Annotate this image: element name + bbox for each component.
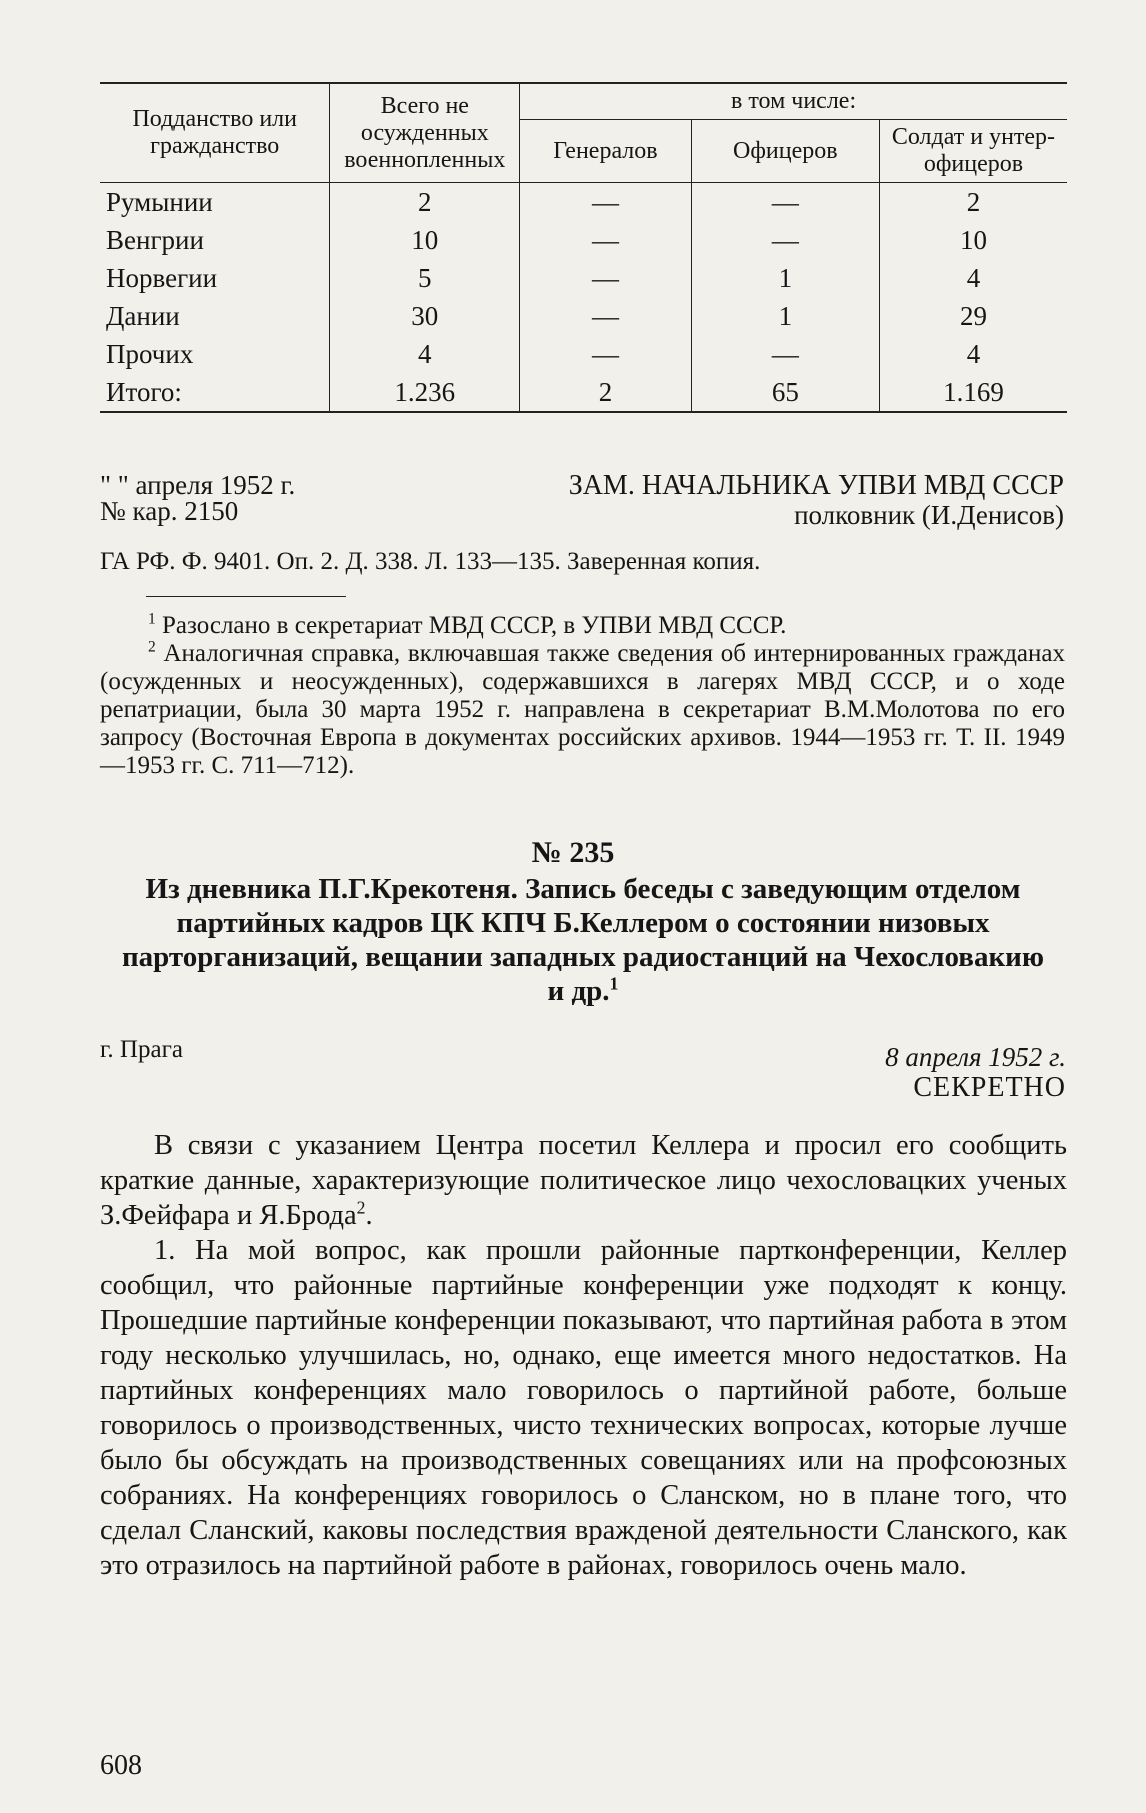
col-header-group: в том числе: xyxy=(520,83,1067,120)
table-row-total xyxy=(100,373,1067,412)
cell-officers: 1 xyxy=(691,259,879,297)
table-row xyxy=(100,335,1067,373)
cell-country: Прочих xyxy=(100,335,330,373)
footnote-text: Разослано в секретариат МВД СССР, в УПВИ МВД СССР. xyxy=(155,612,787,639)
cell-soldiers: 29 xyxy=(959,300,987,331)
cell-total: 2 xyxy=(330,183,520,222)
cell-officers: — xyxy=(691,221,879,259)
cell-soldiers: 1.169 xyxy=(879,373,1067,412)
footnote-mark: 2 xyxy=(356,1197,366,1218)
document-body xyxy=(100,1128,1067,1583)
table-row xyxy=(100,297,1067,335)
cell-soldiers: 4 xyxy=(966,338,981,369)
cell-soldiers: 4 xyxy=(966,262,981,293)
page-number: 608 xyxy=(100,1750,142,1781)
col-header-generals: Генералов xyxy=(520,120,692,183)
footnotes xyxy=(100,612,1065,780)
signature-card-number: № кар. 2150 xyxy=(100,496,239,526)
signature-name: полковник (И.Денисов) xyxy=(794,500,1064,530)
paragraph-text: В связи с указанием Центра посетил Келлера и просил его сообщить краткие данные, характеризующие политическое лицо чехословацких ученых З.Фейфара и Я.Брода xyxy=(100,1130,1067,1231)
footnote-mark: 2 xyxy=(148,638,156,656)
cell-generals: — xyxy=(520,297,692,335)
cell-generals: — xyxy=(520,335,692,373)
cell-officers: 65 xyxy=(691,373,879,412)
cell-country: Дании xyxy=(100,297,330,335)
signature-date: " " апреля 1952 г. xyxy=(100,470,296,500)
cell-officers: — xyxy=(691,335,879,373)
archive-source: ГА РФ. Ф. 9401. Оп. 2. Д. 338. Л. 133—135. Заверенная копия. xyxy=(100,548,761,575)
col-header-citizenship: Подданство или гражданство xyxy=(100,83,330,183)
cell-country: Норвегии xyxy=(100,259,330,297)
cell-total: 30 xyxy=(330,297,520,335)
cell-officers: 1 xyxy=(691,297,879,335)
cell-country: Румынии xyxy=(100,183,330,222)
cell-country: Итого: xyxy=(100,373,330,412)
document-date: 8 апреля 1952 г. xyxy=(885,1042,1066,1072)
cell-country: Венгрии xyxy=(100,221,330,259)
paragraph xyxy=(100,1128,1067,1233)
classification-stamp: СЕКРЕТНО xyxy=(913,1072,1066,1103)
document-title xyxy=(110,872,1056,1008)
cell-total: 10 xyxy=(330,221,520,259)
footnote-2 xyxy=(100,640,1065,780)
cell-generals: — xyxy=(520,221,692,259)
table-row xyxy=(100,183,1067,222)
footnote-mark: 1 xyxy=(148,610,156,628)
footnote-mark: 1 xyxy=(609,973,619,994)
cell-generals: — xyxy=(520,183,692,222)
document-title-text: Из дневника П.Г.Крекотеня. Запись беседы с заведующим отделом партийных кадров ЦК КПЧ Б.Келлером о состоянии низовых парторганизаций, вещании западных радиостанций на Чехословакию и др. xyxy=(121,873,1045,1007)
footnote-text: Аналогичная справка, включавшая также сведения об интернированных гражданах (осужденных и неосужденных), содержавшихся в лагерях МВД СССР, и о ходе репатриации, была 30 марта 1952 г. направлена в секретариат В.М.Молотова по его запросу (Восточная Европа в документах российских архивов. 1944—1953 гг. Т. II. 1949—1953 гг. С. 711—712). xyxy=(100,640,1065,779)
paragraph: 1. На мой вопрос, как прошли районные партконференции, Келлер сообщил, что районные партийные конференции уже подходят к концу. Прошедшие партийные конференции показывают, что партийная работа в этом году несколько улучшилась, но, однако, еще имеется много недостатков. На партийных конференциях мало говорилось о партийной работе, больше говорилось о производственных, чисто технических вопросах, которые лучше было бы обсуждать на производственных совещаниях или на профсоюзных собраниях. На конференциях говорилось о Сланском, но в плане того, что сделал Сланский, каковы последствия вражденой деятельности Сланского, как это отразилось на партийной работе в районах, говорилось очень мало. xyxy=(100,1235,1067,1581)
signature-title: ЗАМ. НАЧАЛЬНИКА УПВИ МВД СССР xyxy=(568,470,1064,501)
table-row xyxy=(100,259,1067,297)
cell-generals: — xyxy=(520,259,692,297)
cell-generals: 2 xyxy=(520,373,692,412)
footnote-1 xyxy=(100,612,1065,640)
cell-officers: — xyxy=(691,183,879,222)
document-place: г. Прага xyxy=(100,1036,183,1063)
col-header-officers: Офицеров xyxy=(691,120,879,183)
cell-soldiers: 10 xyxy=(959,224,987,255)
table-row xyxy=(100,221,1067,259)
cell-total: 1.236 xyxy=(330,373,520,412)
document-number: № 235 xyxy=(531,836,615,869)
col-header-total: Всего не осужденных военнопленных xyxy=(330,83,520,183)
col-header-soldiers: Солдат и унтер-офицеров xyxy=(879,120,1067,183)
cell-soldiers: 2 xyxy=(966,186,981,217)
footnote-divider xyxy=(146,596,346,597)
cell-total: 4 xyxy=(330,335,520,373)
paragraph-end: . xyxy=(365,1200,373,1231)
cell-total: 5 xyxy=(330,259,520,297)
pow-table xyxy=(100,82,1067,413)
